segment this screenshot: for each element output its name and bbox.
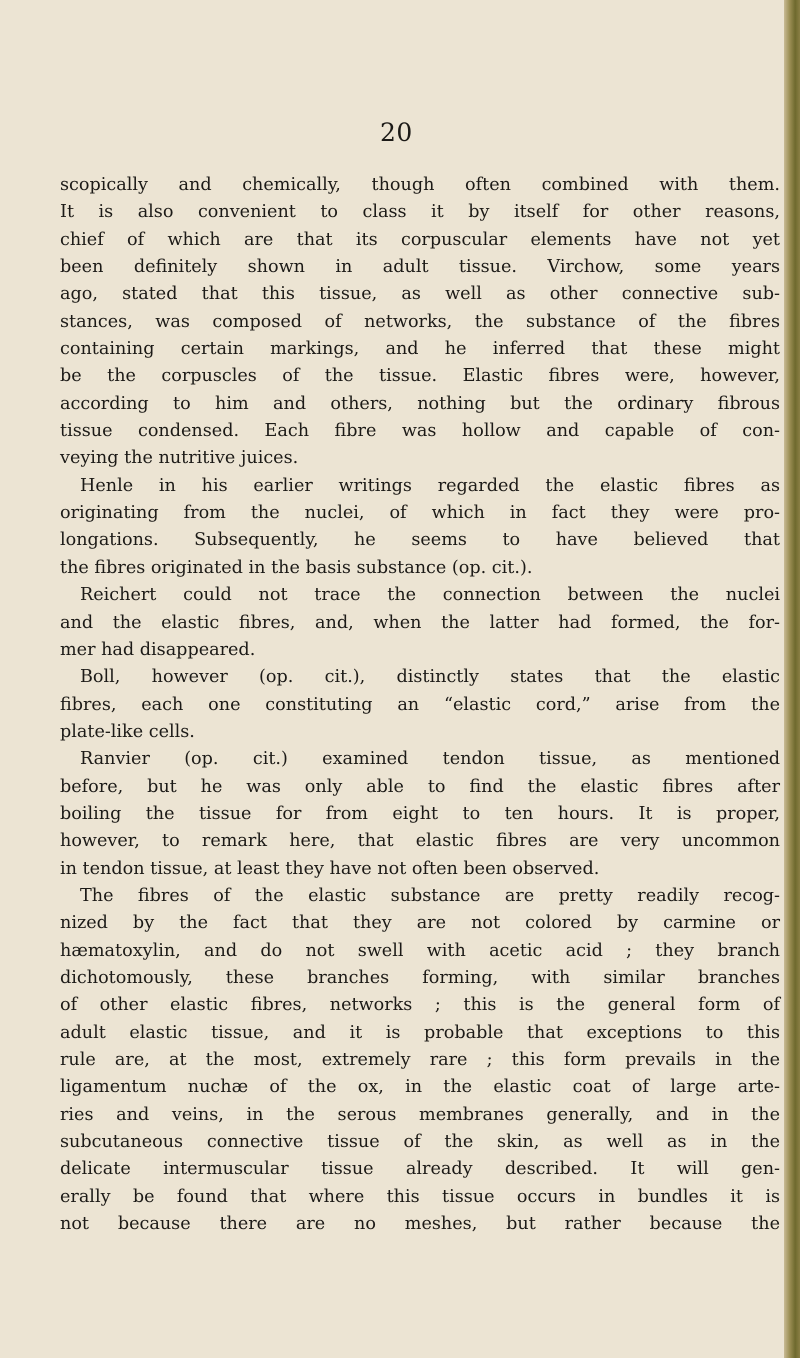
text-line: ago, stated that this tissue, as well as other connective sub- — [60, 284, 780, 305]
text-line: and the elastic fibres, and, when the latter had formed, the for- — [60, 612, 780, 633]
body-text — [60, 172, 780, 1238]
text-line: tissue condensed. Each fibre was hollow and capable of con- — [60, 421, 780, 442]
text-line: nized by the fact that they are not colored by carmine or — [60, 913, 780, 934]
text-line: mer had disappeared. — [60, 639, 256, 660]
text-line: been definitely shown in adult tissue. Virchow, some years — [60, 257, 780, 278]
text-line: Reichert could not trace the connection between the nuclei — [80, 585, 780, 606]
text-line: however, to remark here, that elastic fibres are very uncommon — [60, 831, 780, 852]
text-line: veying the nutritive juices. — [60, 448, 299, 469]
text-line: It is also convenient to class it by itself for other reasons, — [60, 202, 780, 223]
text-line: Boll, however (op. cit.), distinctly states that the elastic — [80, 667, 780, 688]
text-line: stances, was composed of networks, the substance of the fibres — [60, 311, 780, 332]
text-line: subcutaneous connective tissue of the skin, as well as in the — [60, 1132, 780, 1153]
text-line: longations. Subsequently, he seems to have believed that — [60, 530, 780, 551]
text-line: The fibres of the elastic substance are pretty readily recog- — [80, 885, 780, 906]
text-line: according to him and others, nothing but the ordinary fibrous — [60, 393, 780, 414]
text-line: Henle in his earlier writings regarded the elastic fibres as — [80, 475, 780, 496]
text-line: plate-like cells. — [60, 721, 195, 742]
page-number: 20 — [380, 118, 413, 147]
text-line: before, but he was only able to find the elastic fibres after — [60, 776, 780, 797]
text-line: boiling the tissue for from eight to ten hours. It is proper, — [60, 803, 780, 824]
text-line: erally be found that where this tissue occurs in bundles it is — [60, 1186, 780, 1207]
text-line: dichotomously, these branches forming, with similar branches — [60, 967, 780, 988]
text-line: chief of which are that its corpuscular elements have not yet — [60, 229, 780, 250]
text-line: ligamentum nuchæ of the ox, in the elastic coat of large arte- — [60, 1077, 780, 1098]
text-line: not because there are no meshes, but rather because the — [60, 1214, 780, 1235]
text-line: scopically and chemically, though often combined with them. — [60, 175, 780, 195]
text-line: of other elastic fibres, networks ; this is the general form of — [60, 995, 780, 1016]
text-line: in tendon tissue, at least they have not often been observed. — [60, 858, 600, 879]
text-line: rule are, at the most, extremely rare ; this form prevails in the — [60, 1050, 780, 1070]
text-line: be the corpuscles of the tissue. Elastic fibres were, however, — [60, 366, 780, 387]
text-line: Ranvier (op. cit.) examined tendon tissue, as mentioned — [80, 749, 780, 770]
page-binding-edge — [784, 0, 800, 1358]
text-line: containing certain markings, and he inferred that these might — [60, 339, 780, 360]
text-line: delicate intermuscular tissue already described. It will gen- — [60, 1159, 780, 1180]
text-line: originating from the nuclei, of which in fact they were pro- — [60, 503, 780, 524]
text-line: adult elastic tissue, and it is probable that exceptions to this — [60, 1022, 780, 1043]
text-line: ries and veins, in the serous membranes generally, and in the — [60, 1104, 780, 1125]
text-line: hæmatoxylin, and do not swell with acetic acid ; they branch — [60, 940, 780, 961]
text-line: the fibres originated in the basis substance (op. cit.). — [60, 557, 533, 578]
text-line: fibres, each one constituting an “elastic cord,” arise from the — [60, 694, 780, 715]
